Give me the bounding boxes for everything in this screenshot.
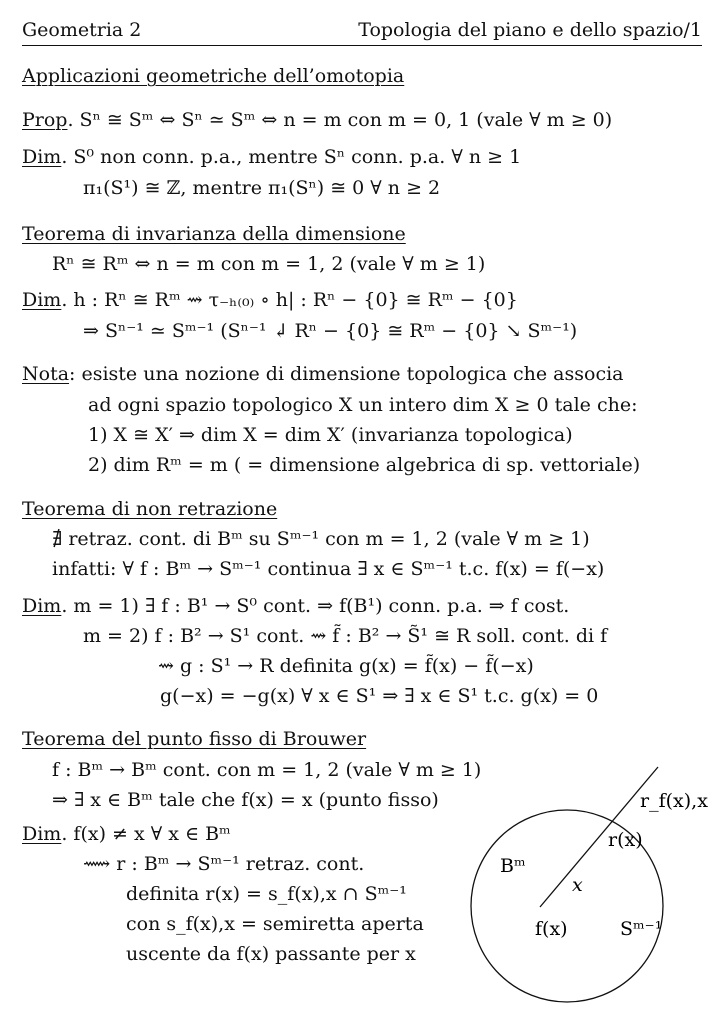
proof-text: . S⁰ non conn. p.a., mentre Sⁿ conn. p.a. ∀ n ≥ 1 [61,146,522,168]
proof-text: . m = 1) ∃ f : B¹ → S⁰ cont. ⇒ f(B¹) conn. p.a. ⇒ f cost. [61,595,570,617]
proof-1-line2: π₁(S¹) ≅ ℤ, mentre π₁(Sⁿ) ≅ 0 ∀ n ≥ 2 [83,177,441,199]
proof-3-line4: g(−x) = −g(x) ∀ x ∈ S¹ ⇒ ∃ x ∈ S¹ t.c. g(x) = 0 [160,685,599,707]
section-title-invariance: Teorema di invarianza della dimensione [22,223,406,245]
prop-text: . Sⁿ ≅ Sᵐ ⇔ Sⁿ ≃ Sᵐ ⇔ n = m con m = 0, 1 (vale ∀ m ≥ 0) [67,109,613,131]
header-right: Topologia del piano e dello spazio/1 [358,19,702,41]
dim-label: Dim [22,146,62,168]
proof-4-line3: definita r(x) = s_f(x),x ∩ Sᵐ⁻¹ [126,883,407,905]
nota-text: : esiste una nozione di dimensione topologica che associa [69,363,624,385]
proof-text: . f(x) ≠ x ∀ x ∈ Bᵐ [61,823,231,845]
sphere-label: Sᵐ⁻¹ [620,918,663,940]
non-retraction-line1: ∄ retraz. cont. di Bᵐ su Sᵐ⁻¹ con m = 1, 2 (vale ∀ m ≥ 1) [52,528,590,550]
nota-line4: 2) dim Rᵐ = m ( = dimensione algebrica di sp. vettoriale) [88,454,641,476]
dim-label: Dim [22,823,62,845]
nota-label: Nota [22,363,70,385]
brouwer-line1: f : Bᵐ → Bᵐ cont. con m = 1, 2 (vale ∀ m ≥ 1) [52,759,482,781]
header-left: Geometria 2 [22,19,142,41]
proof-3-line3: ⇝ g : S¹ → R definita g(x) = f̃(x) − f̃(−x) [158,655,534,677]
nota-line2: ad ogni spazio topologico X un intero dim X ≥ 0 tale che: [88,394,638,416]
proof-4-line4: con s_f(x),x = semiretta aperta [126,913,424,935]
nota-line3: 1) X ≅ X′ ⇒ dim X = dim X′ (invarianza topologica) [88,424,573,446]
non-retraction-line2: infatti: ∀ f : Bᵐ → Sᵐ⁻¹ continua ∃ x ∈ Sᵐ⁻¹ t.c. f(x) = f(−x) [52,558,605,580]
ball-label: Bᵐ [500,855,526,877]
invariance-statement: Rⁿ ≅ Rᵐ ⇔ n = m con m = 1, 2 (vale ∀ m ≥ 1) [52,253,486,275]
brouwer-line2: ⇒ ∃ x ∈ Bᵐ tale che f(x) = x (punto fisso) [52,789,439,811]
section-title-homotopy: Applicazioni geometriche dell’omotopia [22,65,405,87]
proof-2-line2: ⇒ Sⁿ⁻¹ ≃ Sᵐ⁻¹ (Sⁿ⁻¹ ↲ Rⁿ − {0} ≅ Rᵐ − {0} ↘ Sᵐ⁻¹) [83,320,578,342]
prop-label: Prop [22,109,68,131]
rx-label: r(x) [608,829,643,851]
x-label: x [572,874,583,896]
proof-4-line2: ⟿ r : Bᵐ → Sᵐ⁻¹ retraz. cont. [83,853,365,875]
dim-label: Dim [22,289,62,311]
proof-4-line5: uscente da f(x) passante per x [126,943,416,965]
ray-label: r_f(x),x [640,790,708,812]
proof-text: . h : Rⁿ ≅ Rᵐ ⇝ τ₋ₕ₍₀₎ ∘ h| : Rⁿ − {0} ≅ Rᵐ − {0} [61,289,518,311]
proof-3-line2: m = 2) f : B² → S¹ cont. ⇝ f̃ : B² → S̃¹ ≅ R soll. cont. di f [83,625,608,647]
dim-label: Dim [22,595,62,617]
fx-label: f(x) [535,918,568,940]
section-title-brouwer: Teorema del punto fisso di Brouwer [22,728,367,750]
section-title-non-retraction: Teorema di non retrazione [22,498,278,520]
